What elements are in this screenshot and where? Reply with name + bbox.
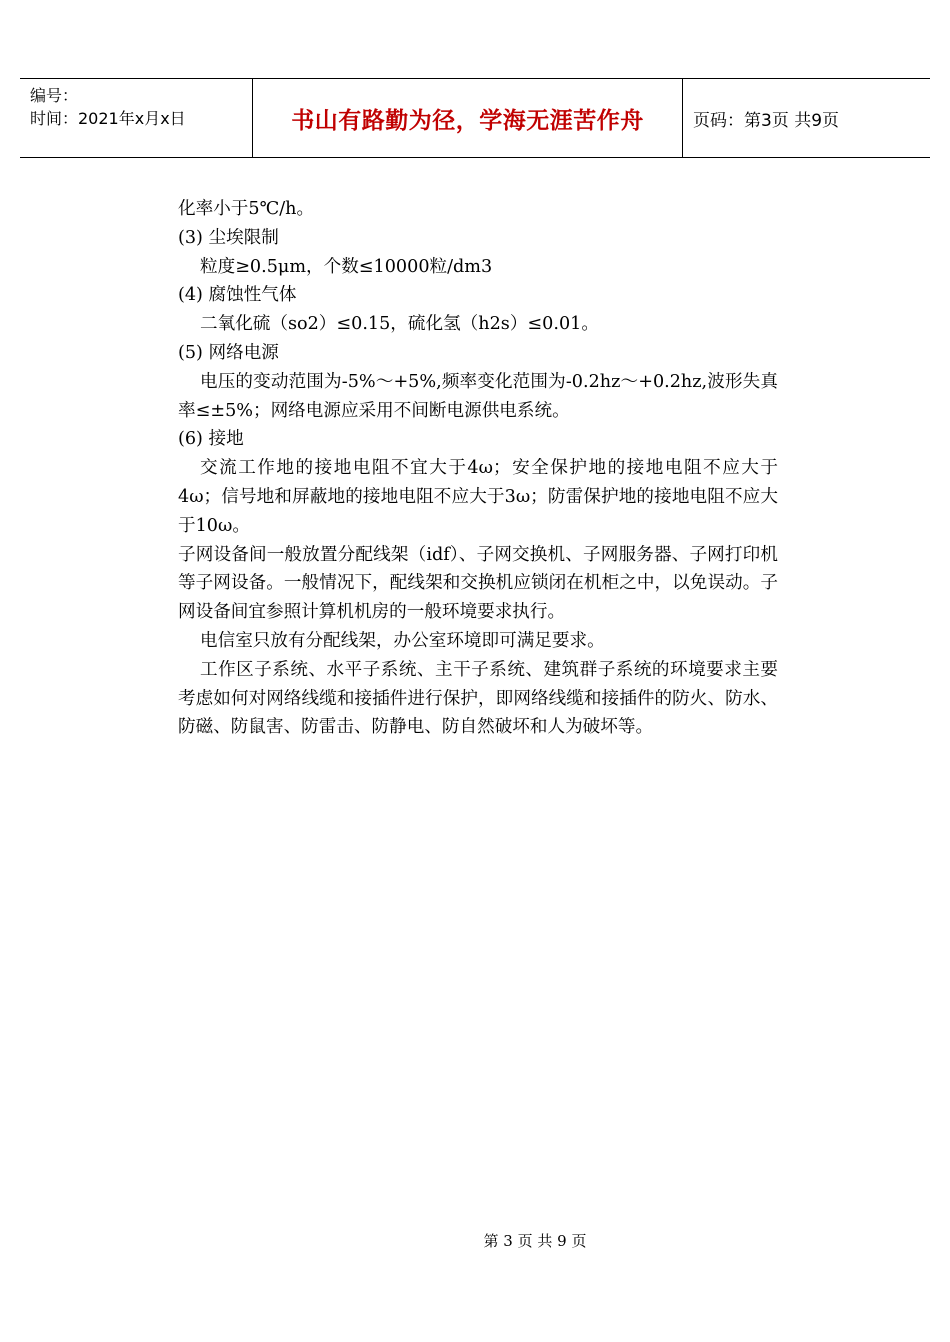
page-header [20, 78, 930, 158]
document-body [178, 195, 778, 742]
document-date-label: 时间：2021年x月x日 [30, 109, 186, 128]
body-paragraph: 子网设备间一般放置分配线架（idf）、子网交换机、子网服务器、子网打印机等子网设备。一般情况下，配线架和交换机应锁闭在机柜之中，以免误动。子网设备间宜参照计算机机房的一般环境要求执行。 [178, 544, 778, 623]
body-paragraph: 工作区子系统、水平子系统、主干子系统、建筑群子系统的环境要求主要考虑如何对网络线缆和接插件进行保护，即网络线缆和接插件的防火、防水、防磁、防鼠害、防雷击、防静电、防自然破坏和人为破坏等。 [178, 659, 778, 738]
body-paragraph: 电信室只放有分配线架，办公室环境即可满足要求。 [200, 630, 605, 651]
body-paragraph: 交流工作地的接地电阻不宜大于4ω；安全保护地的接地电阻不应大于4ω；信号地和屏蔽地的接地电阻不应大于3ω；防雷保护地的接地电阻不应大于10ω。 [178, 458, 778, 536]
body-paragraph: 化率小于5℃/h。 [178, 199, 315, 219]
header-page-info: 页码：第3页 共9页 [693, 110, 840, 131]
header-meta-cell [20, 79, 252, 157]
body-paragraph: 粒度≥0.5μm，个数≤10000粒/dm3 [200, 256, 493, 277]
page-footer [0, 1230, 950, 1251]
section-heading-grounding: (6) 接地 [178, 429, 244, 450]
document-number-label: 编号： [30, 86, 79, 105]
section-heading-corrosive-gas: (4) 腐蚀性气体 [178, 285, 297, 306]
header-motto-cell [252, 79, 683, 157]
header-page-cell [683, 79, 930, 157]
section-heading-dust: (3) 尘埃限制 [178, 227, 279, 248]
body-paragraph: 二氧化硫（so2）≤0.15，硫化氢（h2s）≤0.01。 [200, 314, 599, 335]
body-paragraph: 电压的变动范围为-5%～+5%,频率变化范围为-0.2hz～+0.2hz,波形失真率≤±5%；网络电源应采用不间断电源供电系统。 [178, 371, 778, 421]
footer-page-number: 第 3 页 共 9 页 [483, 1232, 587, 1250]
section-heading-power: (5) 网络电源 [178, 342, 279, 363]
header-motto: 书山有路勤为径，学海无涯苦作舟 [291, 107, 644, 134]
